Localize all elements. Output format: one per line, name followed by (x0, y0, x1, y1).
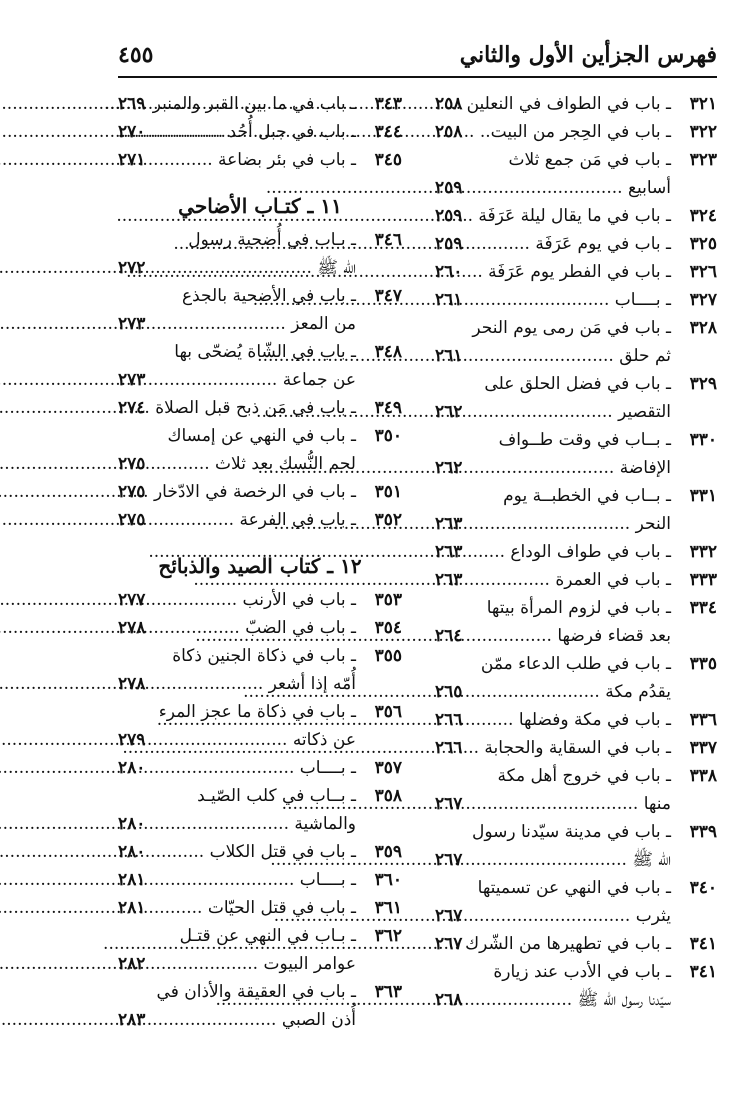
entry-number: ٣٢٥ (689, 234, 717, 254)
entry-number: ٣٤٨ (374, 342, 402, 362)
entry-title: ـ باب في يوم عَرَفَة ..... (493, 230, 671, 258)
entry-line (118, 810, 402, 838)
index-entry (435, 426, 717, 482)
entry-page-number: ٢٦٧ (435, 934, 463, 954)
entry-title: ـ بــــاب ..... (176, 754, 356, 782)
index-entry (435, 734, 717, 762)
entry-number: ٣٥٤ (374, 618, 402, 638)
entry-title: ـ باب في ذكاة الجنين ذكاة (172, 646, 356, 666)
entry-title: من المعز ..... (176, 310, 356, 338)
page-header (118, 36, 717, 78)
entry-line (435, 174, 717, 202)
entry-page-number: ٢٧٣ (118, 370, 146, 390)
entry-title: عن ذكاته ..... (176, 726, 356, 754)
entry-page-number: ٢٦٣ (435, 570, 463, 590)
index-entry (118, 506, 402, 534)
entry-page-number: ٢٦٧ (435, 906, 463, 926)
entry-title: ـ باب في العقيقة والأذان في (156, 982, 356, 1002)
index-entry (118, 782, 402, 838)
entry-title: ـ باب في العمرة ..... (493, 566, 671, 594)
entry-title: ـ باب في الرخصة في الادّخار ..... (176, 478, 356, 506)
entry-title: ـ باب في الأدب عند زيارة (493, 962, 671, 982)
index-entry (118, 754, 402, 782)
entry-page-number: ٢٧٩ (118, 730, 146, 750)
entry-line (435, 706, 717, 734)
entry-line (118, 478, 402, 506)
entry-page-number: ٢٦٢ (435, 458, 463, 478)
entry-number: ٣٣٢ (689, 542, 717, 562)
entry-line (118, 978, 402, 1006)
entry-line (435, 594, 717, 622)
entry-title: ـ باب في لزوم المرأة بيتها (486, 598, 671, 618)
entry-line (435, 146, 717, 174)
entry-page-number: ٢٨١ (118, 898, 146, 918)
entry-page-number: ٢٨٣ (118, 1010, 146, 1030)
entry-number: ٣٦٣ (374, 982, 402, 1002)
entry-number: ٣٥٣ (374, 590, 402, 610)
entry-line (435, 202, 717, 230)
index-entry (118, 226, 402, 282)
section-heading: ١٢ ـ كتاب الصيد والذبائح (158, 554, 362, 578)
index-entry (118, 118, 402, 146)
index-entry (435, 762, 717, 818)
index-entry (435, 118, 717, 146)
entry-page-number: ٢٦٩ (118, 94, 146, 114)
entry-line (118, 782, 402, 810)
entry-page-number: ٢٨٠ (118, 814, 146, 834)
index-column-right (435, 90, 717, 1014)
entry-page-number: ٢٧١ (118, 150, 146, 170)
entry-line (435, 846, 717, 874)
index-entry (435, 706, 717, 734)
entry-title: ـ باب في بئر بضاعة ..... (176, 146, 356, 174)
entry-page-number: ٢٦٥ (435, 682, 463, 702)
entry-title: عن جماعة ..... (176, 366, 356, 394)
entry-line (118, 422, 402, 450)
entry-title: ـ بـاب في أُضحية رسول (188, 230, 356, 250)
entry-number: ٣٢١ (689, 94, 717, 114)
entry-title: التقصير ..... (493, 398, 671, 426)
index-entry (118, 866, 402, 894)
entry-line (118, 950, 402, 978)
entry-number: ٣٦٢ (374, 926, 402, 946)
entry-title: ـ باب في الأرنب ..... (176, 586, 356, 614)
entry-number: ٣٣٩ (689, 822, 717, 842)
index-entry (435, 538, 717, 566)
entry-line (435, 902, 717, 930)
entry-title: أسابيع ..... (493, 174, 671, 202)
entry-number: ٣٣٦ (689, 710, 717, 730)
entry-title: ـ باب في مَن رمى يوم النحر (472, 318, 671, 338)
entry-title: الله ﷺ ..... (493, 846, 671, 874)
index-entry (435, 230, 717, 258)
entry-line (435, 426, 717, 454)
entry-line (118, 226, 402, 254)
entry-title: ـ باب في مدينة سيّدنا رسول (471, 822, 671, 842)
entry-page-number: ٢٨٠ (118, 842, 146, 862)
entry-title: ـ باب في الحِجر من البيت.. ..... (493, 118, 671, 146)
entry-number: ٣٢٤ (689, 206, 717, 226)
entry-page-number: ٢٥٩ (435, 178, 463, 198)
entry-page-number: ٢٧٥ (118, 510, 146, 530)
entry-line (435, 734, 717, 762)
entry-page-number: ٢٦٤ (435, 626, 463, 646)
entry-page-number: ٢٦٦ (435, 738, 463, 758)
entry-number: ٣٥٦ (374, 702, 402, 722)
entry-line (435, 874, 717, 902)
entry-number: ٣٥٥ (374, 646, 402, 666)
page-number: ٤٥٥ (118, 42, 154, 68)
entry-line (118, 614, 402, 642)
index-entry (435, 370, 717, 426)
entry-line (118, 366, 402, 394)
entry-title: ـ باب في النهي عن تسميتها (477, 878, 671, 898)
entry-line (435, 90, 717, 118)
entry-number: ٣٤٩ (374, 398, 402, 418)
entry-line (435, 930, 717, 958)
index-entry (118, 978, 402, 1034)
entry-line (435, 230, 717, 258)
entry-title: ـ باب في ما يقال ليلة عَرَفَة ..... (493, 202, 671, 230)
entry-title: ـ باب في الفرعة ..... (176, 506, 356, 534)
entry-page-number: ٢٧٠ (118, 122, 146, 142)
entry-page-number: ٢٦٣ (435, 542, 463, 562)
entry-title: ـ باب في قتل الحيّات ..... (176, 894, 356, 922)
entry-number: ٣٢٢ (689, 122, 717, 142)
entry-number: ٣٢٨ (689, 318, 717, 338)
entry-number: ٣٥٧ (374, 758, 402, 778)
entry-line (118, 838, 402, 866)
entry-line (435, 454, 717, 482)
entry-number: ٣٥٠ (374, 426, 402, 446)
entry-title: ـ باب في قتل الكلاب ..... (176, 838, 356, 866)
index-entry (435, 818, 717, 874)
entry-line (435, 762, 717, 790)
entry-page-number: ٢٧٣ (118, 314, 146, 334)
entry-title: ـ باب في مَن ذبح قبل الصلاة ..... (176, 394, 356, 422)
entry-title: بعد قضاء فرضها ..... (493, 622, 671, 650)
entry-title: ـ بـاب في النهي عن قتـل (179, 926, 356, 946)
entry-number: ٣٣٧ (689, 738, 717, 758)
entry-line (435, 118, 717, 146)
entry-page-number: ٢٥٨ (435, 122, 463, 142)
entry-title: لحم النُّسك بعد ثلاث ..... (176, 450, 356, 478)
entry-line (118, 726, 402, 754)
entry-group (118, 90, 402, 174)
entry-title: ـ باب في فضل الحلق على (484, 374, 671, 394)
running-title: فهرس الجزأين الأول والثاني (459, 42, 717, 68)
entry-title: يثرب ..... (493, 902, 671, 930)
entry-page-number: ٢٦٧ (435, 794, 463, 814)
index-entry (118, 922, 402, 978)
entry-line (118, 922, 402, 950)
entry-title: ـ باب في السقاية والحجابة ..... (493, 734, 671, 762)
index-entry (118, 698, 402, 754)
entry-title: منها ..... (493, 790, 671, 818)
entry-number: ٣٣١ (689, 486, 717, 506)
entry-line (435, 398, 717, 426)
entry-title: الله ﷺ ..... (176, 254, 356, 282)
entry-page-number: ٢٦٧ (435, 850, 463, 870)
entry-page-number: ٢٦١ (435, 290, 463, 310)
index-entry (435, 874, 717, 930)
entry-number: ٣٣٣ (689, 570, 717, 590)
entry-title: ـ باب في مَن جمع ثلاث (508, 150, 671, 170)
entry-title: ـ باب في الشّاة يُضحّى بها (174, 342, 356, 362)
entry-title: ـ باب في طواف الوداع ..... (493, 538, 671, 566)
entry-page-number: ٢٥٩ (435, 206, 463, 226)
entry-title: ـ باب في الأضحية بالجذع (181, 286, 356, 306)
entry-page-number: ٢٧٧ (118, 590, 146, 610)
entry-page-number: ٢٧٥ (118, 482, 146, 502)
index-entry (435, 958, 717, 1014)
entry-title: ـ باب في تطهيرها من الشّرك ..... (493, 930, 671, 958)
entry-line (118, 90, 402, 118)
entry-page-number: ٢٥٨ (435, 94, 463, 114)
entry-page-number: ٢٥٩ (435, 234, 463, 254)
entry-group (118, 226, 402, 534)
entry-number: ٣٣٤ (689, 598, 717, 618)
index-entry (118, 422, 402, 478)
entry-title: ـ باب في ما بين القبر والمنبر ..... (176, 90, 356, 118)
entry-title: والماشية ..... (176, 810, 356, 838)
entry-page-number: ٢٧٤ (118, 398, 146, 418)
entry-page-number: ٢٦٨ (435, 990, 463, 1010)
index-entry (435, 146, 717, 202)
entry-line (435, 538, 717, 566)
entry-title: ـ باب في الضبّ ..... (176, 614, 356, 642)
entry-line (118, 894, 402, 922)
entry-number: ٣٥١ (374, 482, 402, 502)
entry-number: ٣٢٦ (689, 262, 717, 282)
entry-title: ـ باب في الطواف في النعلين ..... (493, 90, 671, 118)
entry-number: ٣٤٠ (689, 878, 717, 898)
entry-line (118, 506, 402, 534)
entry-title: ـ بــــاب ..... (176, 866, 356, 894)
entry-title: سيّدنا رسول الله ﷺ ..... (493, 986, 671, 1014)
index-entry (435, 650, 717, 706)
entry-title: يقدُم مكة ..... (493, 678, 671, 706)
entry-page-number: ٢٨٢ (118, 954, 146, 974)
entry-line (435, 286, 717, 314)
entry-number: ٣٢٣ (689, 150, 717, 170)
entry-line (118, 1006, 402, 1034)
entry-line (435, 314, 717, 342)
index-entry (435, 314, 717, 370)
entry-line (118, 310, 402, 338)
entry-title: ـ بــاب في وقت طــواف (498, 430, 671, 450)
entry-number: ٣٢٧ (689, 290, 717, 310)
entry-line (435, 510, 717, 538)
entry-title: ثم حلق ..... (493, 342, 671, 370)
entry-line (435, 622, 717, 650)
entry-line (118, 118, 402, 146)
index-entry (435, 258, 717, 286)
entry-page-number: ٢٧٨ (118, 674, 146, 694)
index-entry (435, 566, 717, 594)
entry-line (118, 642, 402, 670)
entry-title: ـ باب في ذكاة ما عجز المرء (158, 702, 356, 722)
index-entry (435, 482, 717, 538)
entry-page-number: ٢٨١ (118, 870, 146, 890)
entry-line (118, 254, 402, 282)
entry-title: أُذن الصبي ..... (176, 1006, 356, 1034)
index-entry (118, 394, 402, 422)
index-entry (118, 894, 402, 922)
entry-line (435, 482, 717, 510)
entry-title: أُمّه إذا أشعر ..... (176, 670, 356, 698)
index-entry (118, 282, 402, 338)
entry-number: ٣٤٧ (374, 286, 402, 306)
entry-line (435, 258, 717, 286)
entry-title: ـ باب في الفطر يوم عَرَفَة ..... (493, 258, 671, 286)
entry-line (118, 698, 402, 726)
entry-title: ـ باب في مكة وفضلها ..... (493, 706, 671, 734)
entry-title: ـ باب في جبل أُحُد ..... (176, 118, 356, 146)
entry-number: ٣٣٠ (689, 430, 717, 450)
entry-title: ـ بــاب في الخطبــة يوم (503, 486, 671, 506)
index-column-left (118, 90, 402, 1034)
entry-page-number: ٢٦٠ (435, 262, 463, 282)
entry-line (118, 586, 402, 614)
entry-number: ٣٥٩ (374, 842, 402, 862)
entry-title: ـ باب في طلب الدعاء ممّن (480, 654, 671, 674)
entry-number: ٣٢٩ (689, 374, 717, 394)
index-entry (118, 146, 402, 174)
entry-number: ٣٤٦ (374, 230, 402, 250)
index-entry (118, 614, 402, 642)
entry-number: ٣٤٣ (374, 94, 402, 114)
entry-line (118, 146, 402, 174)
entry-page-number: ٢٧٨ (118, 618, 146, 638)
entry-line (118, 338, 402, 366)
index-entry (118, 838, 402, 866)
entry-line (118, 754, 402, 782)
entry-number: ٣٦١ (374, 898, 402, 918)
entry-number: ٣٤١ (689, 962, 717, 982)
entry-title: ـ بــاب في كلب الصّيـد (197, 786, 356, 806)
entry-line (435, 986, 717, 1014)
entry-page-number: ٢٧٥ (118, 454, 146, 474)
index-entry (118, 90, 402, 118)
index-entry (435, 202, 717, 230)
entry-page-number: ٢٨٠ (118, 758, 146, 778)
entry-line (435, 370, 717, 398)
entry-page-number: ٢٦٣ (435, 514, 463, 534)
entry-line (435, 650, 717, 678)
entry-line (435, 818, 717, 846)
index-entry (118, 338, 402, 394)
index-entry (435, 90, 717, 118)
entry-number: ٣٥٨ (374, 786, 402, 806)
entry-line (435, 790, 717, 818)
entry-page-number: ٢٦١ (435, 346, 463, 366)
index-entry (435, 594, 717, 650)
entry-line (435, 958, 717, 986)
entry-number: ٣٥٢ (374, 510, 402, 530)
entry-title: ـ باب في النهي عن إمساك (167, 426, 356, 446)
entry-line (118, 670, 402, 698)
entry-number: ٣٣٨ (689, 766, 717, 786)
entry-title: النحر ..... (493, 510, 671, 538)
entry-line (118, 282, 402, 310)
entry-title: ـ بــــاب ..... (493, 286, 671, 314)
index-entry (435, 930, 717, 958)
entry-title: عوامر البيوت ..... (176, 950, 356, 978)
entry-page-number: ٢٦٦ (435, 710, 463, 730)
index-entry (118, 642, 402, 698)
entry-line (435, 678, 717, 706)
entry-group (118, 586, 402, 1034)
entry-line (118, 866, 402, 894)
entry-page-number: ٢٧٢ (118, 258, 146, 278)
entry-line (435, 566, 717, 594)
index-entry (118, 478, 402, 506)
index-entry (435, 286, 717, 314)
entry-line (435, 342, 717, 370)
section-heading: ١١ ـ كتـاب الأضاحي (178, 194, 342, 218)
entry-number: ٣٦٠ (374, 870, 402, 890)
entry-number: ٣٤١ (689, 934, 717, 954)
entry-number: ٣٤٤ (374, 122, 402, 142)
entry-title: الإفاضة ..... (493, 454, 671, 482)
entry-title: ـ باب في خروج أهل مكة (497, 766, 671, 786)
entry-number: ٣٣٥ (689, 654, 717, 674)
index-entry (118, 586, 402, 614)
entry-line (118, 394, 402, 422)
entry-number: ٣٤٥ (374, 150, 402, 170)
entry-page-number: ٢٦٢ (435, 402, 463, 422)
entry-line (118, 450, 402, 478)
